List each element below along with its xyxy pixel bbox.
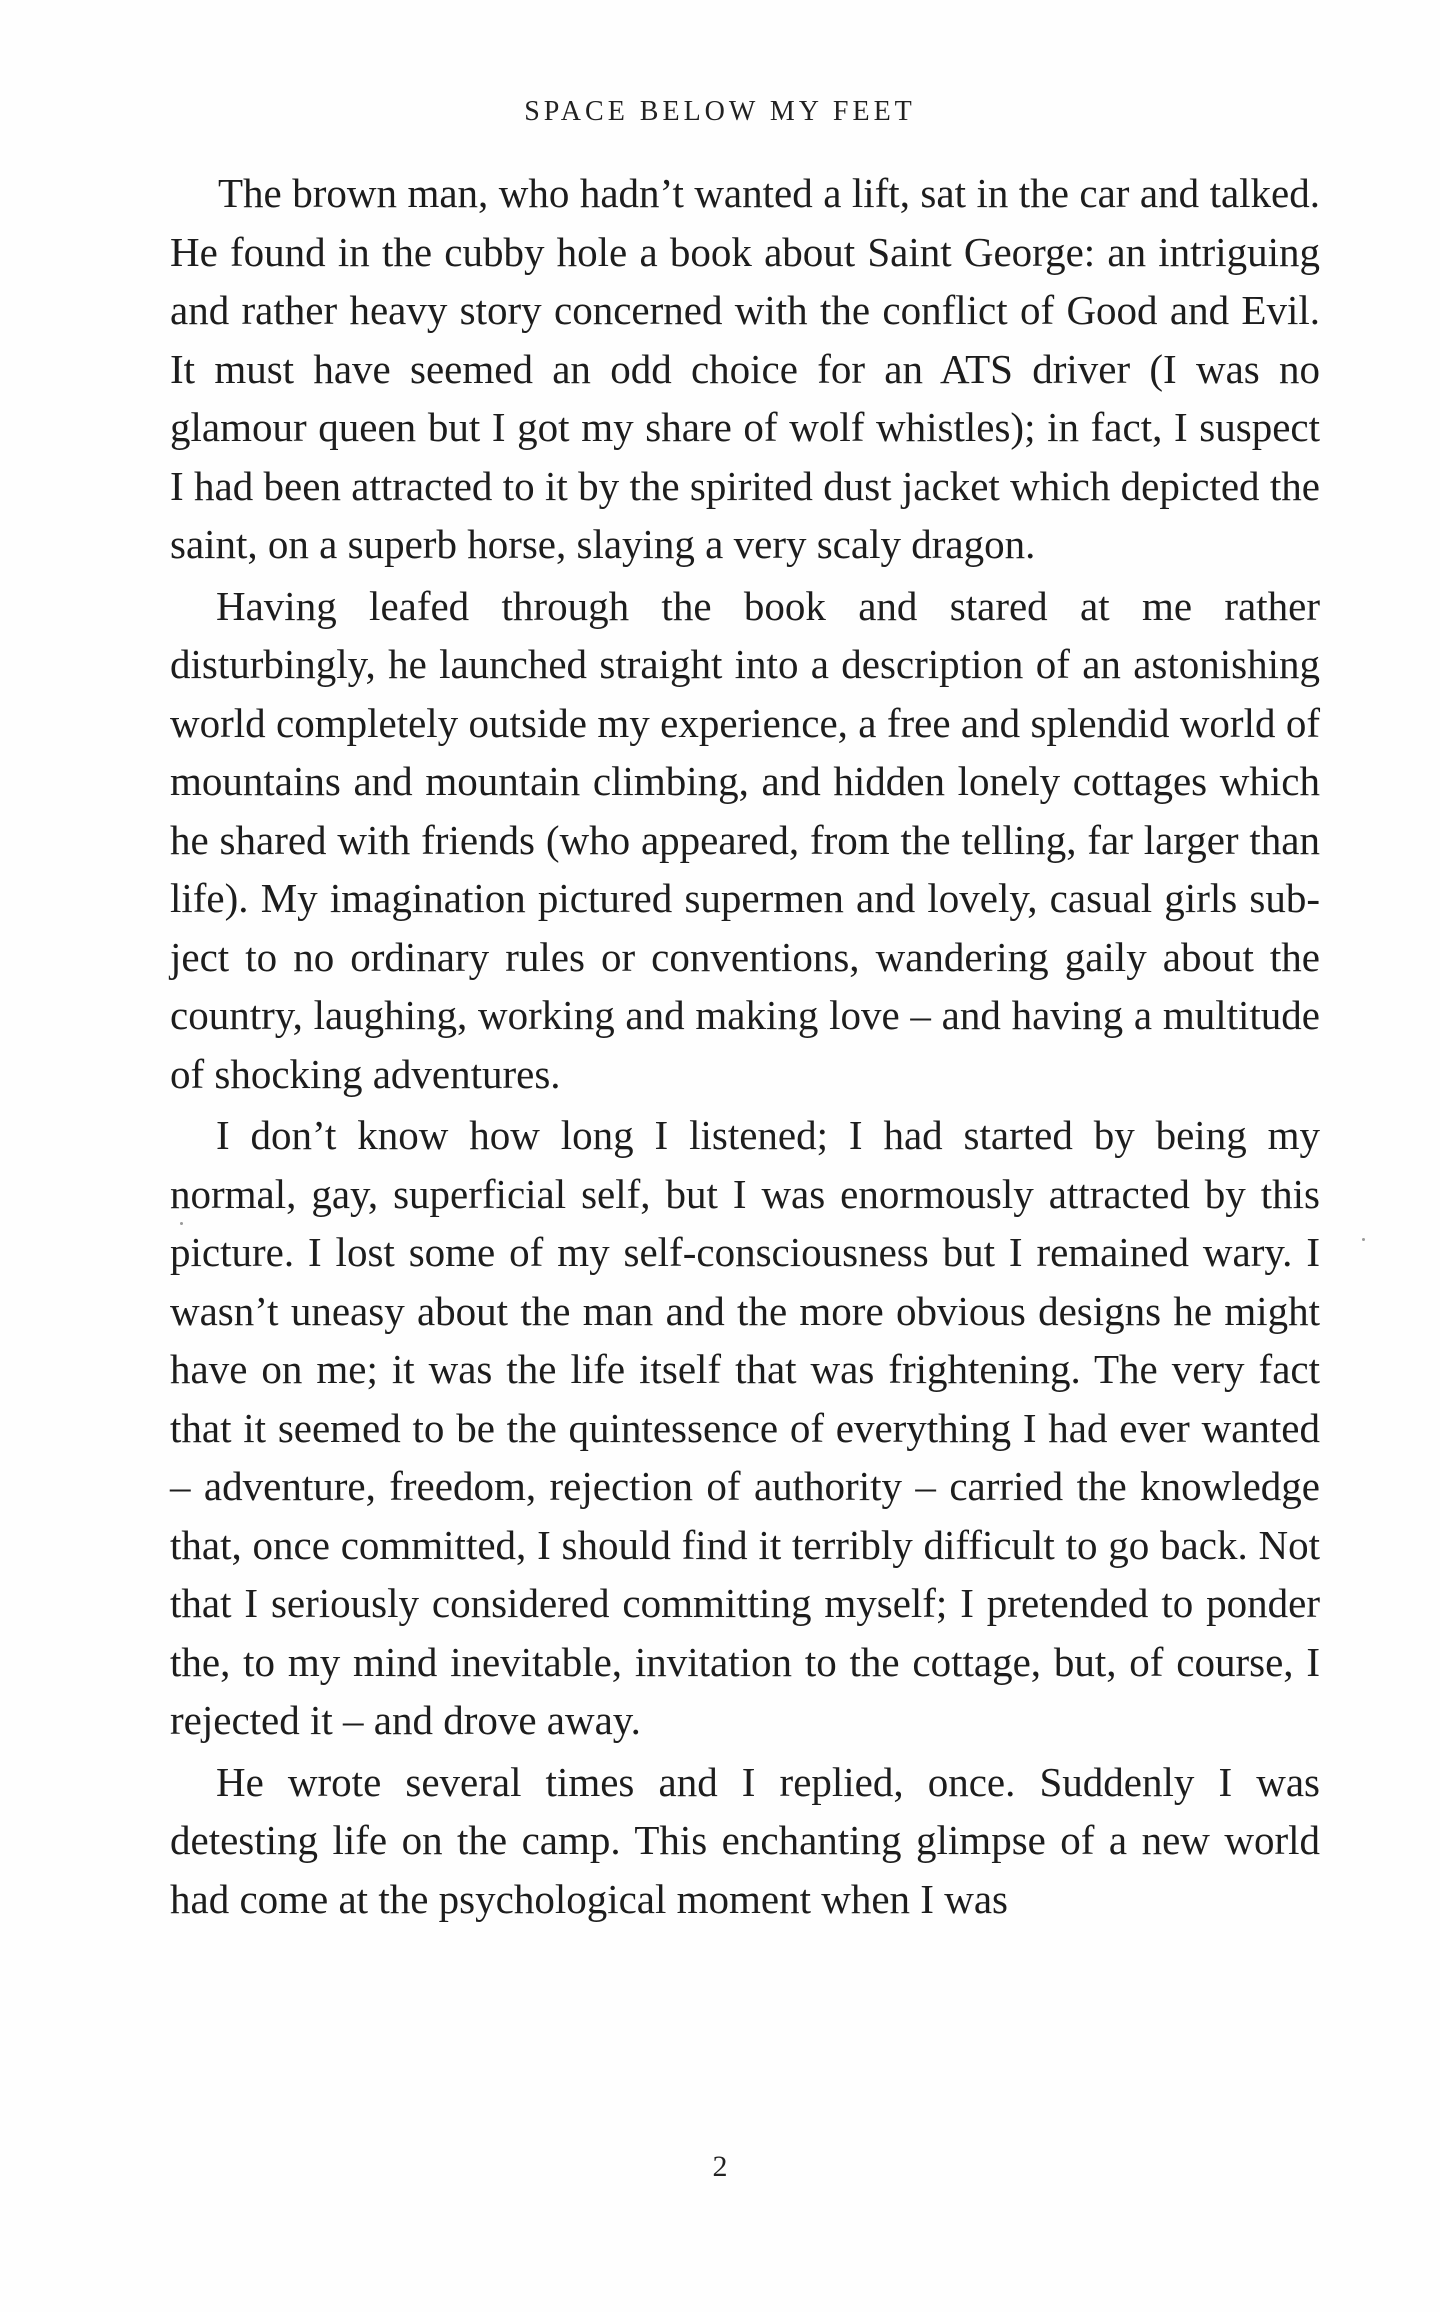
running-head-title: SPACE BELOW MY FEET — [524, 96, 916, 127]
paragraph-2: Having leafed through the book and stared at me rather disturbingly, he launched straight into a description of an astonishing world completely outside my experience, a free and splendid world of mountains and mountain climbing, and hidden lonely cottages which he shared with friends (who appeared, from the telling, far larger than life). My imagination pictured supermen and lovely, casual girls subject to no ordinary rules or conventions, wandering gaily about the country, laughing, working and making love – and having a multitude of shocking adventures. — [170, 582, 1320, 1097]
body-text — [170, 164, 1320, 1931]
paragraph-1: The brown man, who hadn’t wanted a lift, sat in the car and talked. He found in the cubby hole a book about Saint George: an intriguing and rather heavy story concerned with the conflict of Good and Evil. It must have seemed an odd choice for an ATS driver (I was no glamour queen but I got my share of wolf whistles); in fact, I suspect I had been attracted to it by the spirited dust jacket which depicted the saint, on a superb horse, slaying a very scaly dragon. — [170, 170, 1320, 567]
paper-speck — [1362, 1238, 1365, 1241]
page-number: 2 — [712, 2150, 728, 2183]
paragraph-4: He wrote several times and I replied, once. Suddenly I was detesting life on the camp. This enchanting glimpse of a new world had come at the psychological moment when I was — [170, 1758, 1320, 1922]
paper-speck — [180, 1222, 183, 1225]
paragraph-3: I don’t know how long I listened; I had started by being my normal, gay, superficial self, but I was enormously attracted by this picture. I lost some of my self-consciousness but I remained wary. I wasn’t uneasy about the man and the more obvious designs he might have on me; it was the life itself that was frightening. The very fact that it seemed to be the quintessence of everything I had ever wanted – adventure, freedom, rejection of authority – carried the knowledge that, once committed, I should find it terribly difficult to go back. Not that I seriously considered committing myself; I pretended to ponder the, to my mind inevitable, invitation to the cottage, but, of course, I rejected it – and drove away. — [170, 1112, 1320, 1743]
